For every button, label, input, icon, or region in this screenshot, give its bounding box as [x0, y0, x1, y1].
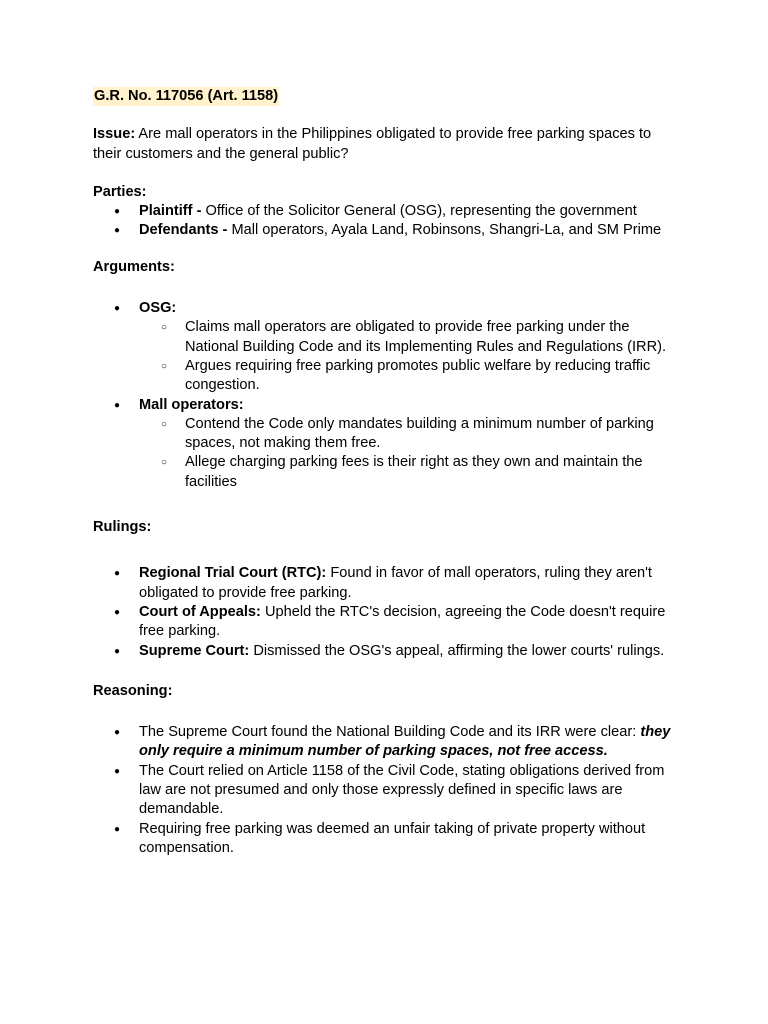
document-page: [93, 87, 683, 858]
party-text: Office of the Solicitor General (OSG), representing the government: [201, 203, 637, 220]
reasoning-item: [93, 723, 683, 762]
argument-group-label: Mall operators:: [139, 396, 244, 413]
argument-group-mall-operators: [93, 396, 683, 492]
ruling-item-supreme-court: [93, 642, 683, 661]
reasoning-emphasis: they only require a minimum number of parking spaces, not free access.: [139, 724, 671, 760]
argument-group-osg: [93, 299, 683, 395]
parties-heading: Parties:: [93, 183, 147, 200]
party-text: Mall operators, Ayala Land, Robinsons, Shangri-La, and SM Prime: [227, 222, 662, 239]
arguments-list: [93, 299, 683, 492]
party-label: Defendants -: [139, 222, 228, 239]
argument-points: [139, 318, 683, 395]
reasoning-text: The Supreme Court found the National Building Code and its IRR were clear:: [139, 724, 641, 741]
rulings-heading: Rulings:: [93, 519, 152, 536]
ruling-item-court-of-appeals: [93, 603, 683, 642]
reasoning-item: [93, 762, 683, 820]
reasoning-item: [93, 820, 683, 859]
arguments-heading: Arguments:: [93, 258, 175, 275]
argument-point: ○ Contend the Code only mandates building a minimum number of parking spaces, not making them free.: [139, 415, 683, 454]
argument-point: ○ Allege charging parking fees is their right as they own and maintain the facilities: [139, 453, 683, 492]
issue-label: Issue:: [93, 126, 136, 143]
argument-group-label: OSG:: [139, 300, 177, 317]
argument-points: [139, 415, 683, 492]
case-title: G.R. No. 117056 (Art. 1158): [93, 87, 279, 106]
ruling-label: Court of Appeals:: [139, 603, 261, 620]
party-item-defendants: [93, 221, 683, 240]
rulings-list: [93, 564, 683, 660]
issue-paragraph: [93, 125, 683, 164]
parties-list: [93, 202, 683, 241]
ruling-text: Dismissed the OSG's appeal, affirming the lower courts' rulings.: [249, 642, 665, 659]
ruling-item-rtc: [93, 564, 683, 603]
issue-text: Are mall operators in the Philippines obligated to provide free parking spaces to their customers and the general public?: [93, 126, 652, 162]
reasoning-text: Requiring free parking was deemed an unfair taking of private property without compensation.: [139, 820, 646, 856]
ruling-label: Supreme Court:: [139, 642, 250, 659]
argument-point: ○ Claims mall operators are obligated to provide free parking under the National Building Code and its Implementing Rules and Regulations (IRR).: [139, 318, 683, 357]
ruling-text: Upheld the RTC's decision, agreeing the Code doesn't require free parking.: [139, 603, 666, 640]
ruling-text: Found in favor of mall operators, ruling they aren't obligated to provide free parking.: [139, 565, 652, 601]
party-label: Plaintiff -: [139, 203, 202, 220]
reasoning-list: [93, 723, 683, 858]
reasoning-text: The Court relied on Article 1158 of the Civil Code, stating obligations derived from law are not presumed and only those expressly defined in specific laws are demandable.: [139, 762, 665, 818]
reasoning-heading: Reasoning:: [93, 682, 173, 699]
party-item-plaintiff: [93, 202, 683, 221]
ruling-label: Regional Trial Court (RTC):: [139, 565, 327, 582]
argument-point: ○ Argues requiring free parking promotes public welfare by reducing traffic congestion.: [139, 357, 683, 396]
